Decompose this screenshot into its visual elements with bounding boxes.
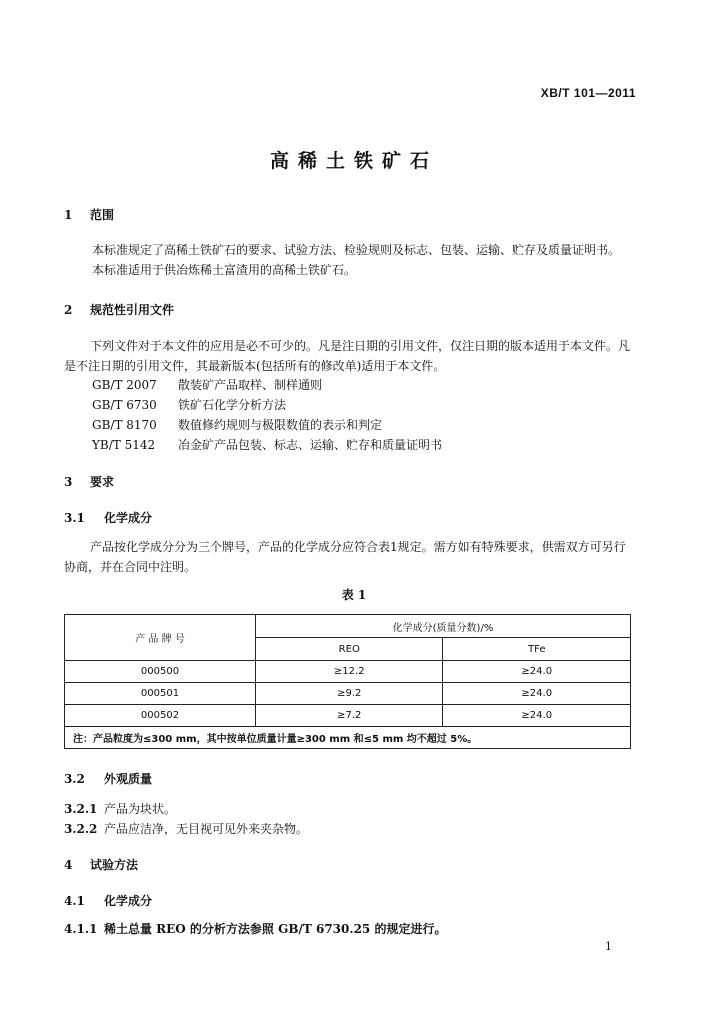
section-3-2-heading [64, 770, 152, 787]
section-title: 范围 [90, 208, 115, 222]
clause-text: 产品应洁净，无目视可见外来夹杂物。 [104, 822, 309, 836]
section-title: 外观质量 [104, 772, 153, 786]
section-number: 3.1 [64, 511, 85, 525]
section-4-heading [64, 856, 138, 873]
reference-item [92, 395, 286, 415]
cell-grade: 000501 [65, 683, 256, 705]
cell-reo: ≥12.2 [256, 661, 443, 683]
header-chemical-composition: 化学成分(质量分数)/% [256, 615, 631, 638]
section-number: 4.1 [64, 894, 85, 908]
section-number: 4 [64, 858, 73, 872]
clause-3-2-2 [64, 820, 308, 837]
section-title: 化学成分 [104, 511, 153, 525]
table-note: 注：产品粒度为≤300 mm，其中按单位质量计量≥300 mm 和≤5 mm 均不超过 5%。 [65, 727, 631, 749]
cell-grade: 000500 [65, 661, 256, 683]
header-tfe: TFe [443, 638, 631, 661]
standard-number: XB/T 101—2011 [540, 86, 636, 100]
section-number: 3.2 [64, 772, 85, 786]
section-title: 试验方法 [90, 858, 139, 872]
reference-code: YB/T 5142 [92, 438, 156, 452]
reference-code: GB/T 2007 [92, 378, 157, 392]
reference-code: GB/T 8170 [92, 418, 157, 432]
reference-item [92, 375, 322, 395]
section-1-heading [64, 206, 114, 223]
table-row [65, 683, 631, 705]
section-3-heading [64, 473, 114, 490]
section-1-paragraph-2: 本标准适用于供冶炼稀土富渣用的高稀土铁矿石。 [92, 263, 357, 277]
clause-text: 稀土总量 REO 的分析方法参照 GB/T 6730.25 的规定进行。 [104, 922, 447, 936]
section-3-1-heading [64, 509, 152, 526]
reference-title: 冶金矿产品包装、标志、运输、贮存和质量证明书 [178, 438, 443, 452]
clause-number: 3.2.1 [64, 802, 98, 816]
cell-reo: ≥9.2 [256, 683, 443, 705]
section-number: 3 [64, 475, 73, 489]
table-row [65, 661, 631, 683]
document-title: 高稀土铁矿石 [269, 150, 438, 172]
table-row [65, 705, 631, 727]
cell-reo: ≥7.2 [256, 705, 443, 727]
section-2-intro: 下列文件对于本文件的应用是必不可少的。凡是注日期的引用文件，仅注日期的版本适用于本文件。凡是不注日期的引用文件，其最新版本(包括所有的修改单)适用于本文件。 [64, 339, 631, 373]
clause-4-1-1 [64, 920, 446, 937]
table-caption: 表 1 [341, 588, 367, 602]
section-3-1-paragraph: 产品按化学成分分为三个牌号，产品的化学成分应符合表1规定。需方如有特殊要求，供需双方可另行协商，并在合同中注明。 [64, 540, 626, 574]
clause-number: 3.2.2 [64, 822, 98, 836]
cell-grade: 000502 [65, 705, 256, 727]
section-2-heading [64, 301, 174, 318]
header-reo: REO [256, 638, 443, 661]
clause-number: 4.1.1 [64, 922, 98, 936]
cell-tfe: ≥24.0 [443, 683, 631, 705]
section-title: 要求 [90, 475, 115, 489]
section-1-paragraph-1: 本标准规定了高稀土铁矿石的要求、试验方法、检验规则及标志、包装、运输、贮存及质量证明书。 [92, 243, 621, 257]
reference-code: GB/T 6730 [92, 398, 157, 412]
cell-tfe: ≥24.0 [443, 661, 631, 683]
section-title: 规范性引用文件 [90, 303, 175, 317]
reference-title: 数值修约规则与极限数值的表示和判定 [178, 418, 383, 432]
reference-title: 铁矿石化学分析方法 [178, 398, 287, 412]
reference-item [92, 435, 442, 455]
section-title: 化学成分 [104, 894, 153, 908]
header-product-grade: 产 品 牌 号 [65, 615, 256, 661]
chemical-composition-table [64, 614, 631, 749]
section-number: 1 [64, 208, 73, 222]
table-note-row [65, 727, 631, 749]
table-header-row [65, 615, 631, 638]
clause-text: 产品为块状。 [104, 802, 177, 816]
reference-item [92, 415, 382, 435]
section-number: 2 [64, 303, 73, 317]
clause-3-2-1 [64, 800, 176, 817]
page-number: 1 [605, 940, 612, 953]
reference-title: 散装矿产品取样、制样通则 [178, 378, 323, 392]
section-4-1-heading [64, 892, 152, 909]
cell-tfe: ≥24.0 [443, 705, 631, 727]
